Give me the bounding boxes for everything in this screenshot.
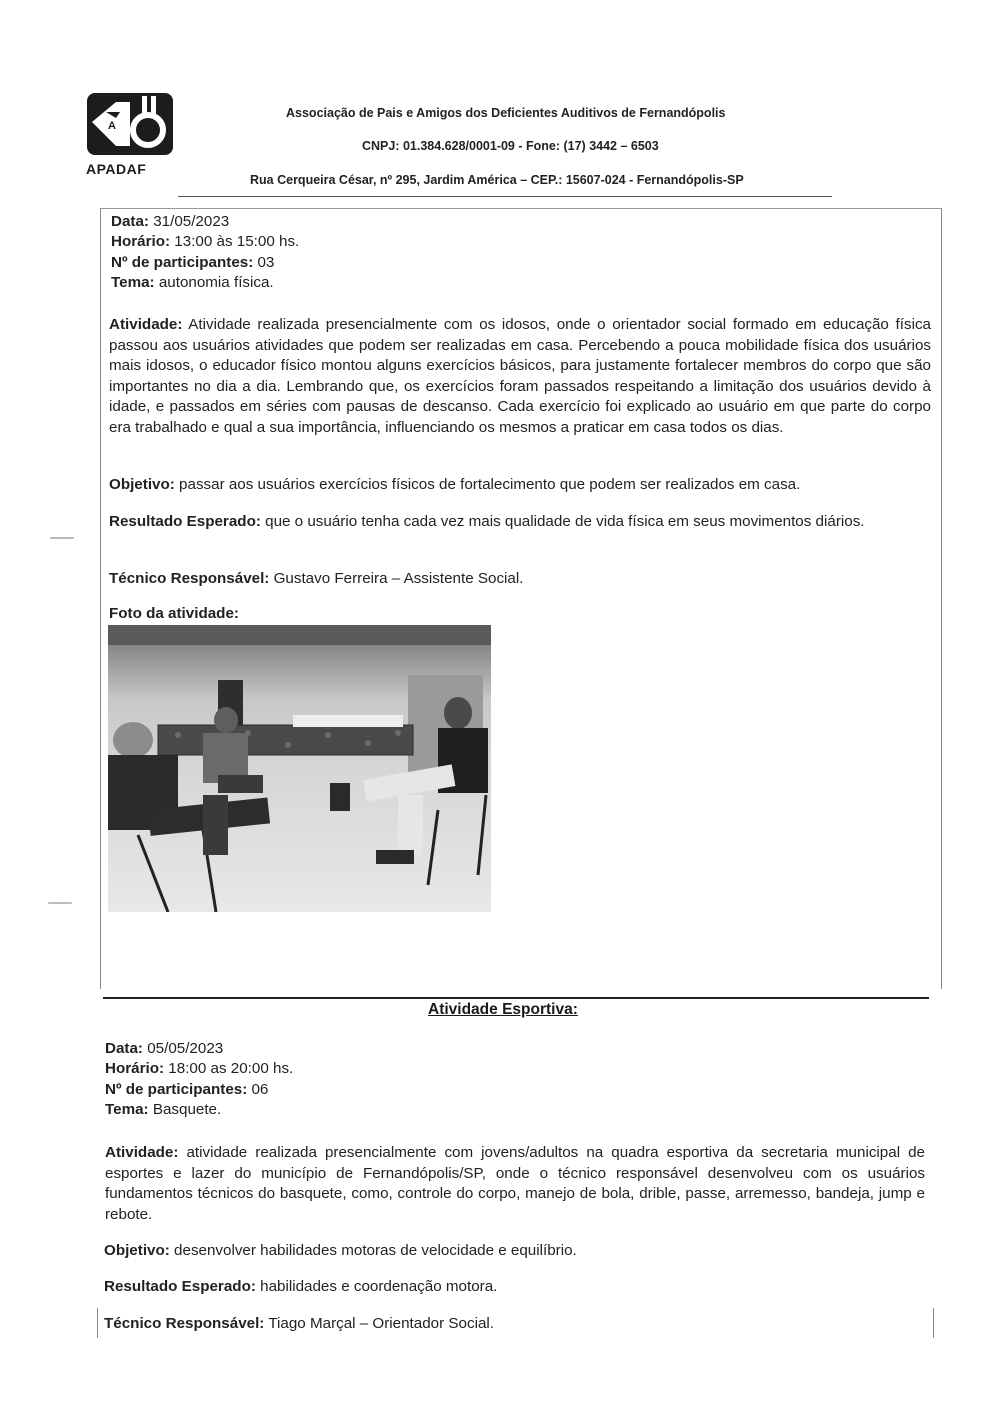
activity-1-description (109, 315, 931, 438)
date-value: 31/05/2023 (148, 213, 230, 230)
logo-text: APADAF (86, 161, 147, 177)
activity-1-time (111, 232, 299, 253)
bottom-box-right-edge (933, 1308, 934, 1338)
activity-1-date (111, 212, 229, 233)
time-value: 18:00 as 20:00 hs. (164, 1060, 294, 1077)
cnpj-line: CNPJ: 01.384.628/0001-09 - Fone: (17) 3442 – 6503 (362, 139, 659, 153)
objective-text: desenvolver habilidades motoras de velocidade e equilíbrio. (169, 1242, 577, 1259)
activity-text: atividade realizada presencialmente com jovens/adultos na quadra esportiva da secretaria municipal de esportes e lazer do município de Fernandópolis/SP, onde o técnico responsável desenvolveu com os usuários fundamentos técnicos do basquete, como, controle do corpo, manejo de bola, drible, passe, arremesso, bandeja, jump e rebote. (105, 1144, 925, 1223)
expected-label: Resultado Esperado: (109, 513, 261, 530)
theme-label: Tema: (105, 1101, 149, 1118)
theme-value: Basquete. (148, 1101, 222, 1118)
activity-2-objective (104, 1241, 577, 1262)
activity-1-theme (111, 273, 274, 294)
expected-label: Resultado Esperado: (104, 1278, 256, 1295)
time-label: Horário: (111, 233, 171, 250)
activity-photo (108, 625, 491, 912)
date-label: Data: (105, 1040, 143, 1057)
technician-label: Técnico Responsável: (109, 570, 270, 587)
org-name: Associação de Pais e Amigos dos Deficientes Auditivos de Fernandópolis (286, 106, 726, 120)
activity-1-expected-result (109, 512, 931, 533)
activity-2-participants (105, 1080, 268, 1101)
svg-text:A: A (108, 120, 116, 132)
activity-2-technician (104, 1314, 494, 1335)
activity-label: Atividade: (109, 316, 183, 333)
activity-text: Atividade realizada presencialmente com os idosos, onde o orientador social formado em educação física passou aos usuários atividades que podem ser realizadas em casa. Percebendo a pouca mobilidade física dos usuários mais idosos, o educador físico montou alguns exercícios básicos, para justamente fortalecer membros do corpo que são importantes no dia a dia. Lembrando que, os exercícios foram passados respeitando a limitação dos usuários devido à idade, e passados em séries com pausas de descanso. Cada exercício foi explicado ao usuário em que parte do corpo era trabalhado e qual a sua importância, influenciando os mesmos a praticar em casa todos os dias. (109, 316, 931, 436)
address-line: Rua Cerqueira César, nº 295, Jardim América – CEP.: 15607-024 - Fernandópolis-SP (250, 173, 744, 187)
activity-2-description (105, 1143, 925, 1225)
participants-value: 06 (247, 1081, 269, 1098)
exercise-photo-image (108, 625, 491, 912)
technician-text: Gustavo Ferreira – Assistente Social. (269, 570, 524, 587)
activity-2-date (105, 1039, 223, 1060)
participants-label: Nº de participantes: (111, 254, 254, 271)
activity-1-technician (109, 569, 523, 590)
expected-text: que o usuário tenha cada vez mais qualidade de vida física em seus movimentos diários. (260, 513, 865, 530)
date-label: Data: (111, 213, 149, 230)
participants-label: Nº de participantes: (105, 1081, 248, 1098)
photo-label: Foto da atividade: (109, 605, 239, 622)
objective-text: passar aos usuários exercícios físicos de fortalecimento que podem ser realizados em casa. (174, 476, 801, 493)
theme-label: Tema: (111, 274, 155, 291)
expected-text: habilidades e coordenação motora. (255, 1278, 498, 1295)
objective-label: Objetivo: (109, 476, 175, 493)
section-title: Atividade Esportiva: (428, 1001, 578, 1018)
header-divider (178, 196, 832, 197)
participants-value: 03 (253, 254, 275, 271)
objective-label: Objetivo: (104, 1242, 170, 1259)
activity-2-expected-result (104, 1277, 497, 1298)
activity-2-time (105, 1059, 293, 1080)
activity-1-objective (109, 475, 931, 496)
activity-1-participants (111, 253, 274, 274)
date-value: 05/05/2023 (142, 1040, 224, 1057)
scan-mark-1 (50, 537, 74, 539)
technician-label: Técnico Responsável: (104, 1315, 265, 1332)
activity-2-theme (105, 1100, 221, 1121)
apadaf-logo (86, 92, 176, 177)
theme-value: autonomia física. (154, 274, 274, 291)
ear-logo-icon (86, 92, 176, 156)
section-divider (103, 997, 929, 999)
scan-mark-2 (48, 902, 72, 904)
time-value: 13:00 às 15:00 hs. (170, 233, 300, 250)
time-label: Horário: (105, 1060, 165, 1077)
bottom-box-left-edge (97, 1308, 98, 1338)
technician-text: Tiago Marçal – Orientador Social. (264, 1315, 494, 1332)
activity-label: Atividade: (105, 1144, 179, 1161)
